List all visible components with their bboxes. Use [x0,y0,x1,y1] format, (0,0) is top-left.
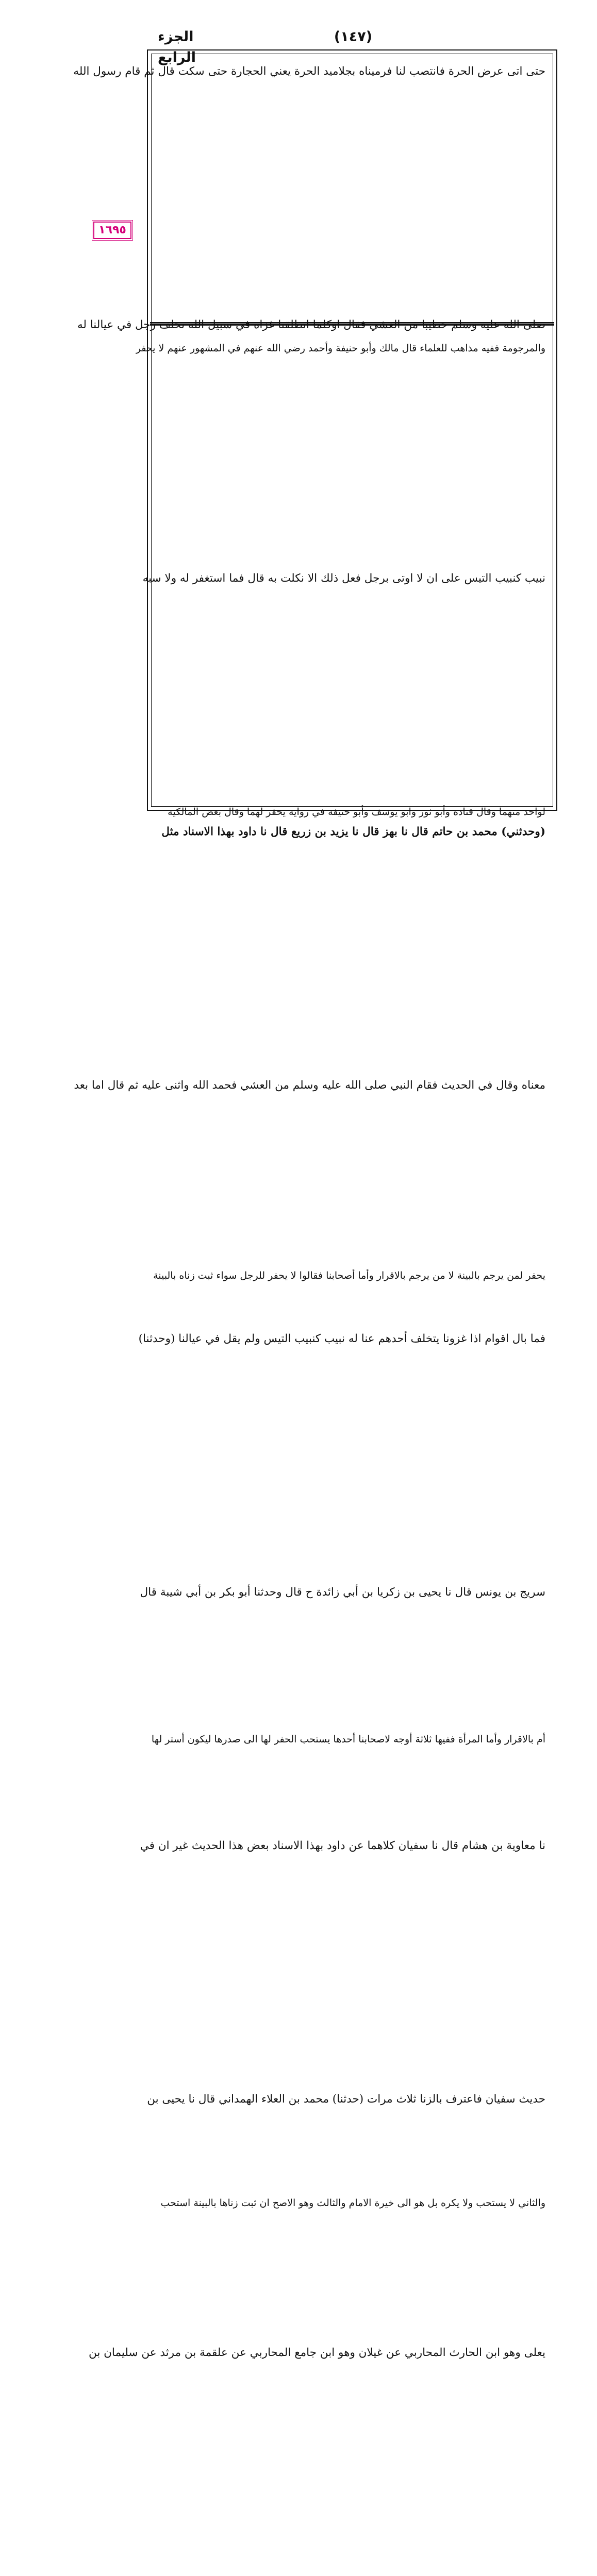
matn-line: معناه وقال في الحديث فقام النبي صلى الله عليه وسلم من العشي فحمد الله واثنى عليه ثم قال اما بعد [74,1079,545,1092]
matn-line: نا معاوية بن هشام قال نا سفيان كلاهما عن داود بهذا الاسناد بعض هذا الحديث غير ان في [140,1839,545,1852]
sharh-line: والمرجومة ففيه مذاهب للعلماء قال مالك وأبو حنيفة وأحمد رضي الله عنهم في المشهور عنهم لا يحفر [136,343,545,354]
matn-line: سريج بن يونس قال نا يحيى بن زكريا بن أبي زائدة ح قال وحدثنا أبو بكر بن أبي شيبة قال [140,1586,545,1599]
matn-line: حديث سفيان فاعترف بالزنا ثلاث مرات (حدثنا) محمد بن العلاء الهمداني قال نا يحيى بن [147,2093,545,2106]
page-number: (١٤٧) [334,29,373,45]
sharh-line: يحفر لمن يرجم بالبينة لا من يرجم بالاقرار وأما أصحابنا فقالوا لا يحفر للرجل سواء ثبت زناه بالبينة [153,1270,545,1281]
matn-line: فما بال اقوام اذا غزونا يتخلف أحدهم عنا له نبيب كنبيب التيس ولم يقل في عيالنا (وحدثنا) [138,1332,545,1345]
hadith-number-badge: ١٦٩٥ [93,222,131,239]
sharh-line: لواحد منهما وقال قتادة وأبو ثور وابو يوسف وأبو حنيفة في رواية يحفر لهما وقال بعض المالكية [168,806,545,818]
sharh-line: والثاني لا يستحب ولا يكره بل هو الى خيرة الامام والثالث وهو الاصح ان ثبت زناها بالبينة استحب [160,2197,545,2209]
matn-line: صلى الله عليه وسلم خطيبا من العشي فقال اوكلما انطلقنا غزاة في سبيل الله تخلف رجل في عيالنا له [77,318,545,331]
matn-line: حتى اتى عرض الحرة فانتصب لنا فرميناه بجلاميد الحرة يعني الحجارة حتى سكت قال ثم قام رسول الله [73,65,545,78]
matn-line: نبيب كنبيب التيس على ان لا اوتى برجل فعل ذلك الا نكلت به قال فما استغفر له ولا سبه [142,572,545,585]
matn-line: يعلى وهو ابن الحارث المحاربي عن غيلان وهو ابن جامع المحاربي عن علقمة بن مرثد عن سليمان بن [88,2346,545,2359]
sharh-line: أم بالاقرار وأما المرأة ففيها ثلاثة أوجه لاصحابنا أحدها يستحب الحفر لها الى صدرها ليكون أستر لها [151,1734,545,1745]
matn-line: (وحدثني) محمد بن حاتم قال نا بهز قال نا يزيد بن زريع قال نا داود بهذا الاسناد مثل [161,825,545,838]
part-title: الجزء الرابع [158,29,196,65]
